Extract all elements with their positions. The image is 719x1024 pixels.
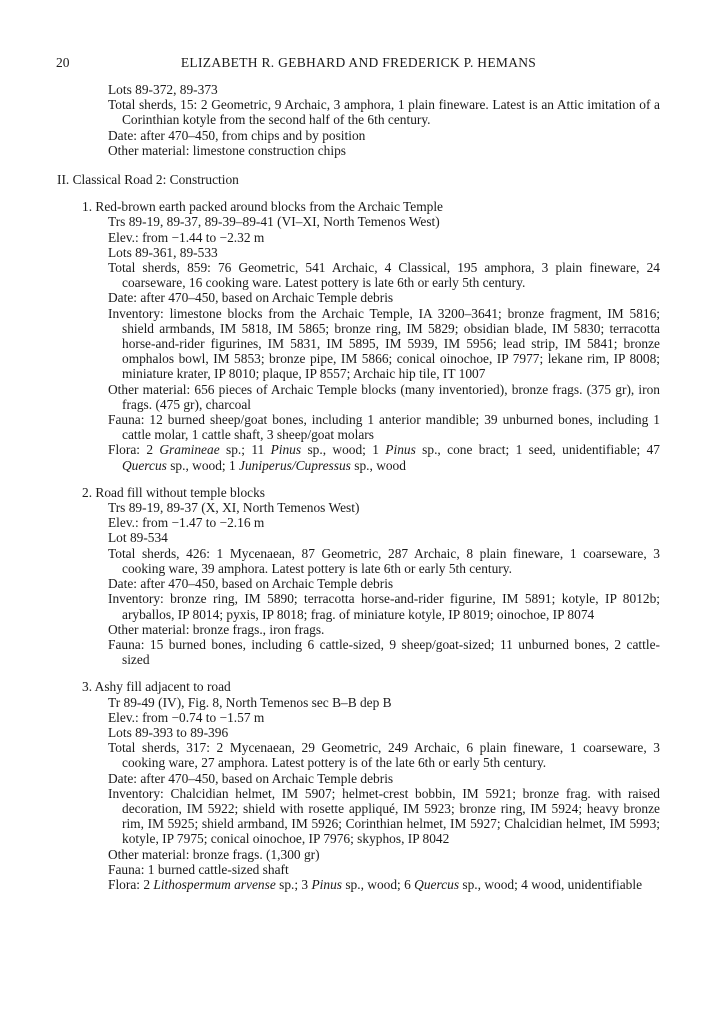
flora-text: sp., wood; 1 <box>301 442 386 458</box>
item1-fauna: Fauna: 12 burned sheep/goat bones, including 1 anterior mandible; 39 unburned bones, including 1 cattle molar, 1 cattle shaft, 3 sheep/goat molars <box>108 412 660 443</box>
item3-heading: 3. Ashy fill adjacent to road <box>82 679 231 695</box>
item3-date: Date: after 470–450, based on Archaic Temple debris <box>108 770 394 786</box>
taxon-name: Pinus <box>270 442 302 458</box>
item1-trenches: Trs 89-19, 89-37, 89-39–89-41 (VI–XI, North Temenos West) <box>108 214 440 230</box>
flora-text: sp., wood; 1 <box>166 457 240 473</box>
item3-flora <box>108 877 660 892</box>
flora-text: sp., cone bract; 1 seed, unidentifiable; 47 <box>415 442 660 458</box>
item2-inventory: Inventory: bronze ring, IM 5890; terracotta horse-and-rider figurine, IM 5891; kotyle, IP 8012b; aryballos, IP 8014; pyxis, IP 8018; frag. of miniature kotyle, IP 8019; oinochoe, IP 8074 <box>108 591 660 622</box>
top-sherds: Total sherds, 15: 2 Geometric, 9 Archaic, 3 amphora, 1 plain fineware. Latest is an Attic imitation of a Corinthian kotyle from the second half of the 6th century. <box>108 97 660 128</box>
flora-text: sp.; 3 <box>275 876 312 892</box>
flora-text: sp., wood; 4 wood, unidentifiable <box>459 876 643 892</box>
item2-heading: 2. Road fill without temple blocks <box>82 484 265 500</box>
item2-trenches: Trs 89-19, 89-37 (X, XI, North Temenos West) <box>108 500 360 516</box>
item3-inventory: Inventory: Chalcidian helmet, IM 5907; helmet-crest bobbin, IM 5921; bronze frag. with raised decoration, IM 5922; shield with rosette appliqué, IM 5923; bronze ring, IM 5924; heavy bronze rim, IM 5925; shield armband, IM 5926; Corinthian helmet, IM 5927; Chalcidian helmet, IM 5993; kotyle, IP 7975; conical oinochoe, IP 7976; skyphos, IP 8042 <box>108 785 660 847</box>
item1-date: Date: after 470–450, based on Archaic Temple debris <box>108 290 394 306</box>
item3-lots: Lots 89-393 to 89-396 <box>108 724 229 740</box>
item2-elevation: Elev.: from −1.47 to −2.16 m <box>108 515 265 531</box>
page-body <box>0 82 719 892</box>
taxon-name: Quercus <box>414 876 460 892</box>
item2-lot: Lot 89-534 <box>108 530 168 546</box>
flora-text: sp.; 11 <box>219 442 271 458</box>
item1-inventory: Inventory: limestone blocks from the Archaic Temple, IA 3200–3641; bronze fragment, IM 5816; shield armbands, IM 5818, IM 5865; bronze ring, IM 5829; obsidian blade, IM 5830; terracotta horse-and-rider figurines, IM 5831, IM 5895, IM 5939, IM 5956; lead strip, IM 5841; bronze omphalos bowl, IM 5853; bronze pipe, IM 5866; conical oinochoe, IP 7977; lekane rim, IP 8008; miniature krater, IP 8010; plaque, IP 8557; Archaic hip tile, IT 1007 <box>108 305 660 382</box>
running-title: ELIZABETH R. GEBHARD AND FREDERICK P. HEMANS <box>180 55 537 70</box>
flora-text: sp., wood; 6 <box>342 876 415 892</box>
item1-elevation: Elev.: from −1.44 to −2.32 m <box>108 229 265 245</box>
item3-trench: Tr 89-49 (IV), Fig. 8, North Temenos sec B–B dep B <box>108 694 392 710</box>
item2-other-material: Other material: bronze frags., iron frags. <box>108 621 325 637</box>
item2-date: Date: after 470–450, based on Archaic Temple debris <box>108 576 394 592</box>
item1-other-material: Other material: 656 pieces of Archaic Temple blocks (many inventoried), bronze frags. (375 gr), iron frags. (475 gr), charcoal <box>108 381 660 412</box>
item1-sherds: Total sherds, 859: 76 Geometric, 541 Archaic, 4 Classical, 195 amphora, 3 plain fineware, 24 coarseware, 16 cooking ware. Latest pottery is late 6th or early 5th century. <box>108 260 660 291</box>
taxon-name: Quercus <box>122 457 167 473</box>
top-date: Date: after 470–450, from chips and by position <box>108 127 366 143</box>
taxon-name: Lithospermum arvense <box>153 876 276 892</box>
page-header <box>56 55 661 71</box>
item3-sherds: Total sherds, 317: 2 Mycenaean, 29 Geometric, 249 Archaic, 6 plain fineware, 1 coarseware, 3 cooking ware, 27 amphora. Latest pottery is of the late 6th or early 5th century. <box>108 740 660 771</box>
section-heading: II. Classical Road 2: Construction <box>57 172 239 188</box>
item1-heading: 1. Red-brown earth packed around blocks from the Archaic Temple <box>82 199 443 215</box>
item3-fauna: Fauna: 1 burned cattle-sized shaft <box>108 861 289 877</box>
item3-other-material: Other material: bronze frags. (1,300 gr) <box>108 846 320 862</box>
taxon-name: Gramineae <box>159 442 220 458</box>
top-lots: Lots 89-372, 89-373 <box>108 82 218 97</box>
item1-flora <box>108 442 660 472</box>
item3-elevation: Elev.: from −0.74 to −1.57 m <box>108 709 265 725</box>
taxon-name: Juniperus/Cupressus <box>239 457 351 473</box>
taxon-name: Pinus <box>385 442 416 458</box>
flora-text: Flora: 2 <box>108 876 154 892</box>
flora-text: Flora: 2 <box>108 442 160 458</box>
flora-text: sp., wood <box>350 457 406 473</box>
item2-sherds: Total sherds, 426: 1 Mycenaean, 87 Geometric, 287 Archaic, 8 plain fineware, 1 coarseware, 3 cooking ware, 39 amphora. Latest pottery is late 6th or early 5th century. <box>108 545 660 576</box>
page-number: 20 <box>56 55 70 70</box>
taxon-name: Pinus <box>311 876 342 892</box>
top-other-material: Other material: limestone construction chips <box>108 142 346 158</box>
item1-lots: Lots 89-361, 89-533 <box>108 244 218 260</box>
item2-fauna: Fauna: 15 burned bones, including 6 cattle-sized, 9 sheep/goat-sized; 11 unburned bones, 2 cattle-sized <box>108 636 660 668</box>
